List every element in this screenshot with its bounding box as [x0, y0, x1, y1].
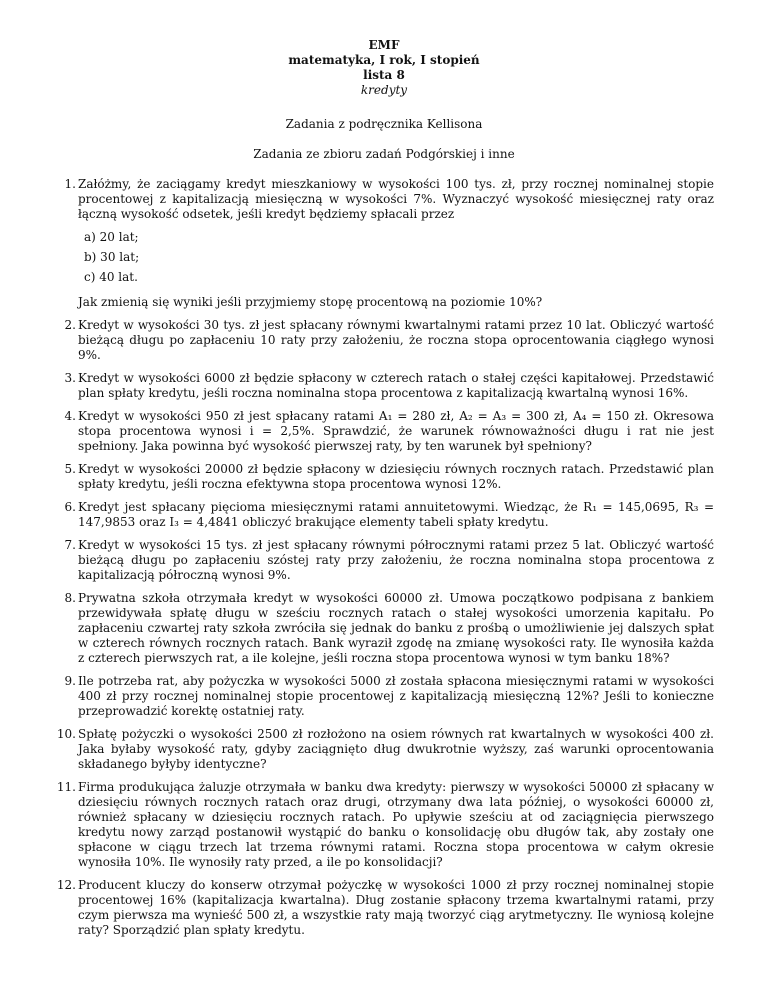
problem-text: Firma produkująca żaluzje otrzymała w banku dwa kredyty: pierwszy w wysokości 50000 zł spłacany w dziesięciu równych rocznych ratach oraz drugi, otrzymany dwa lata później, o wysokości 60000 zł, również spłacany w dziesięciu rocznych ratach. Po upływie sześciu at od zaciągnięcia pierwszego kredytu nowy zarząd postanowił wystąpić do banku o konsolidację obu długów tak, aby zostały one spłacone w ciągu trzech lat trzema równymi ratami. Roczna stopa procentowa w całym okresie wynosiła 10%. Ile wynosiły raty przed, a ile po konsolidacji? [78, 780, 714, 869]
problem-number: 6. [64, 500, 76, 514]
problem-12 [58, 878, 714, 938]
problem-number: 11. [56, 780, 76, 794]
source-note-a: Zadania z podręcznika Kellisona [285, 117, 483, 131]
problem-6 [58, 500, 714, 530]
problem-number: 7. [64, 538, 76, 552]
problem-text: Prywatna szkoła otrzymała kredyt w wysokości 60000 zł. Umowa początkowo podpisana z bankiem przewidywała spłatę długu w sześciu rocznych ratach o stałej wysokości umorzenia kapitału. Po zapłaceniu czwartej raty szkoła zwróciła się jednak do banku z prośbą o umożliwienie jej dalszych spłat w czterech równych rocznych ratach. Bank wyraził zgodę na zmianę wysokości raty. Ile wynosiła każda z czterech pierwszych rat, a ile kolejne, jeśli roczna stopa procentowa wynosi w tym banku 18%? [78, 591, 714, 665]
problem-11 [58, 780, 714, 870]
subitem-c: c) 40 lat. [84, 270, 138, 284]
problem-9 [58, 674, 714, 719]
problem-number: 10. [56, 727, 76, 741]
problem-number: 1. [64, 177, 76, 191]
problem-5 [58, 462, 714, 492]
problem-number: 12. [56, 878, 76, 892]
problem-2 [58, 318, 714, 363]
problem-text: Spłatę pożyczki o wysokości 2500 zł rozłożono na osiem równych rat kwartalnych w wysokości 400 zł. Jaka byłaby wysokość raty, gdyby zaciągnięto dług dwukrotnie wyższy, zaś warunki oprocentowania składanego byłyby identyczne? [78, 727, 714, 771]
problem-text: Kredyt w wysokości 15 tys. zł jest spłacany równymi półrocznymi ratami przez 5 lat. Obliczyć wartość bieżącą długu po zapłaceniu szóstej raty przy założeniu, że roczna nominalna stopa procentowa z kapitalizacją półroczną wynosi 9%. [78, 538, 714, 582]
problem-text: Kredyt jest spłacany pięcioma miesięcznymi ratami annuitetowymi. Wiedząc, że R₁ = 145,0695, R₃ = 147,9853 oraz I₃ = 4,4841 obliczyć brakujące elementy tabeli spłaty kredytu. [78, 500, 714, 529]
problem-number: 4. [64, 409, 76, 423]
problem-number: 5. [64, 462, 76, 476]
problem-8 [58, 591, 714, 666]
problem-text: Ile potrzeba rat, aby pożyczka w wysokości 5000 zł została spłacona miesięcznymi ratami w wysokości 400 zł przy rocznej nominalnej stopie procentowej z kapitalizacją miesięczną 12%? Jeśli to konieczne przeprowadzić korektę ostatniej raty. [78, 674, 714, 718]
header-line3: lista 8 [363, 68, 405, 82]
header-line2: matematyka, I rok, I stopień [288, 53, 480, 67]
problem-4 [58, 409, 714, 454]
problem-text: Kredyt w wysokości 20000 zł będzie spłacony w dziesięciu równych rocznych ratach. Przedstawić plan spłaty kredytu, jeśli roczna efektywna stopa procentowa wynosi 12%. [78, 462, 714, 491]
document-header [0, 38, 768, 98]
problem-number: 2. [64, 318, 76, 332]
problem-3 [58, 371, 714, 401]
problem-text: Kredyt w wysokości 6000 zł będzie spłacony w czterech ratach o stałej części kapitałowej. Przedstawić plan spłaty kredytu, jeśli roczna nominalna stopa procentowa z kapitalizacją kwartalną wynosi 16%. [78, 371, 714, 400]
header-line4: kredyty [360, 83, 408, 97]
problem-1 [58, 177, 714, 310]
subitem-b: b) 30 lat; [84, 250, 140, 264]
header-line1: EMF [368, 38, 400, 52]
problem-text: Kredyt w wysokości 30 tys. zł jest spłacany równymi kwartalnymi ratami przez 10 lat. Obliczyć wartość bieżącą długu po zapłaceniu 10 raty przy założeniu, że roczna stopa oprocentowania ciągłego wynosi 9%. [78, 318, 714, 362]
problem-number: 8. [64, 591, 76, 605]
problem-number: 3. [64, 371, 76, 385]
problem-text: Załóżmy, że zaciągamy kredyt mieszkaniowy w wysokości 100 tys. zł, przy rocznej nominalnej stopie procentowej z kapitalizacją miesięczną w wysokości 7%. Wyznaczyć wysokość miesięcznej raty oraz łączną wysokość odsetek, jeśli kredyt będziemy spłacali przez [78, 177, 714, 221]
subitem-a: a) 20 lat; [84, 230, 139, 244]
problem-text: Kredyt w wysokości 950 zł jest spłacany ratami A₁ = 280 zł, A₂ = A₃ = 300 zł, A₄ = 150 zł. Okresowa stopa procentowa wynosi i = 2,5%. Sprawdzić, że warunek równoważności długu i rat nie jest spełniony. Jaka powinna być wysokość pierwszej raty, by ten warunek był spełniony? [78, 409, 714, 453]
source-note-b: Zadania ze zbioru zadań Podgórskiej i inne [253, 147, 515, 161]
problem-text: Producent kluczy do konserw otrzymał pożyczkę w wysokości 1000 zł przy rocznej nominalnej stopie procentowej 16% (kapitalizacja kwartalna). Dług zostanie spłacony trzema kwartalnymi ratami, przy czym pierwsza ma wynieść 500 zł, a wszystkie raty mają tworzyć ciąg arytmetyczny. Ile wyniosą kolejne raty? Sporządzić plan spłaty kredytu. [78, 878, 714, 937]
problem-number: 9. [64, 674, 76, 688]
problem-1-sublist [78, 230, 714, 285]
problem-list [58, 177, 714, 946]
problem-10 [58, 727, 714, 772]
problem-7 [58, 538, 714, 583]
problem-1-tail: Jak zmienią się wyniki jeśli przyjmiemy stopę procentową na poziomie 10%? [78, 295, 543, 309]
